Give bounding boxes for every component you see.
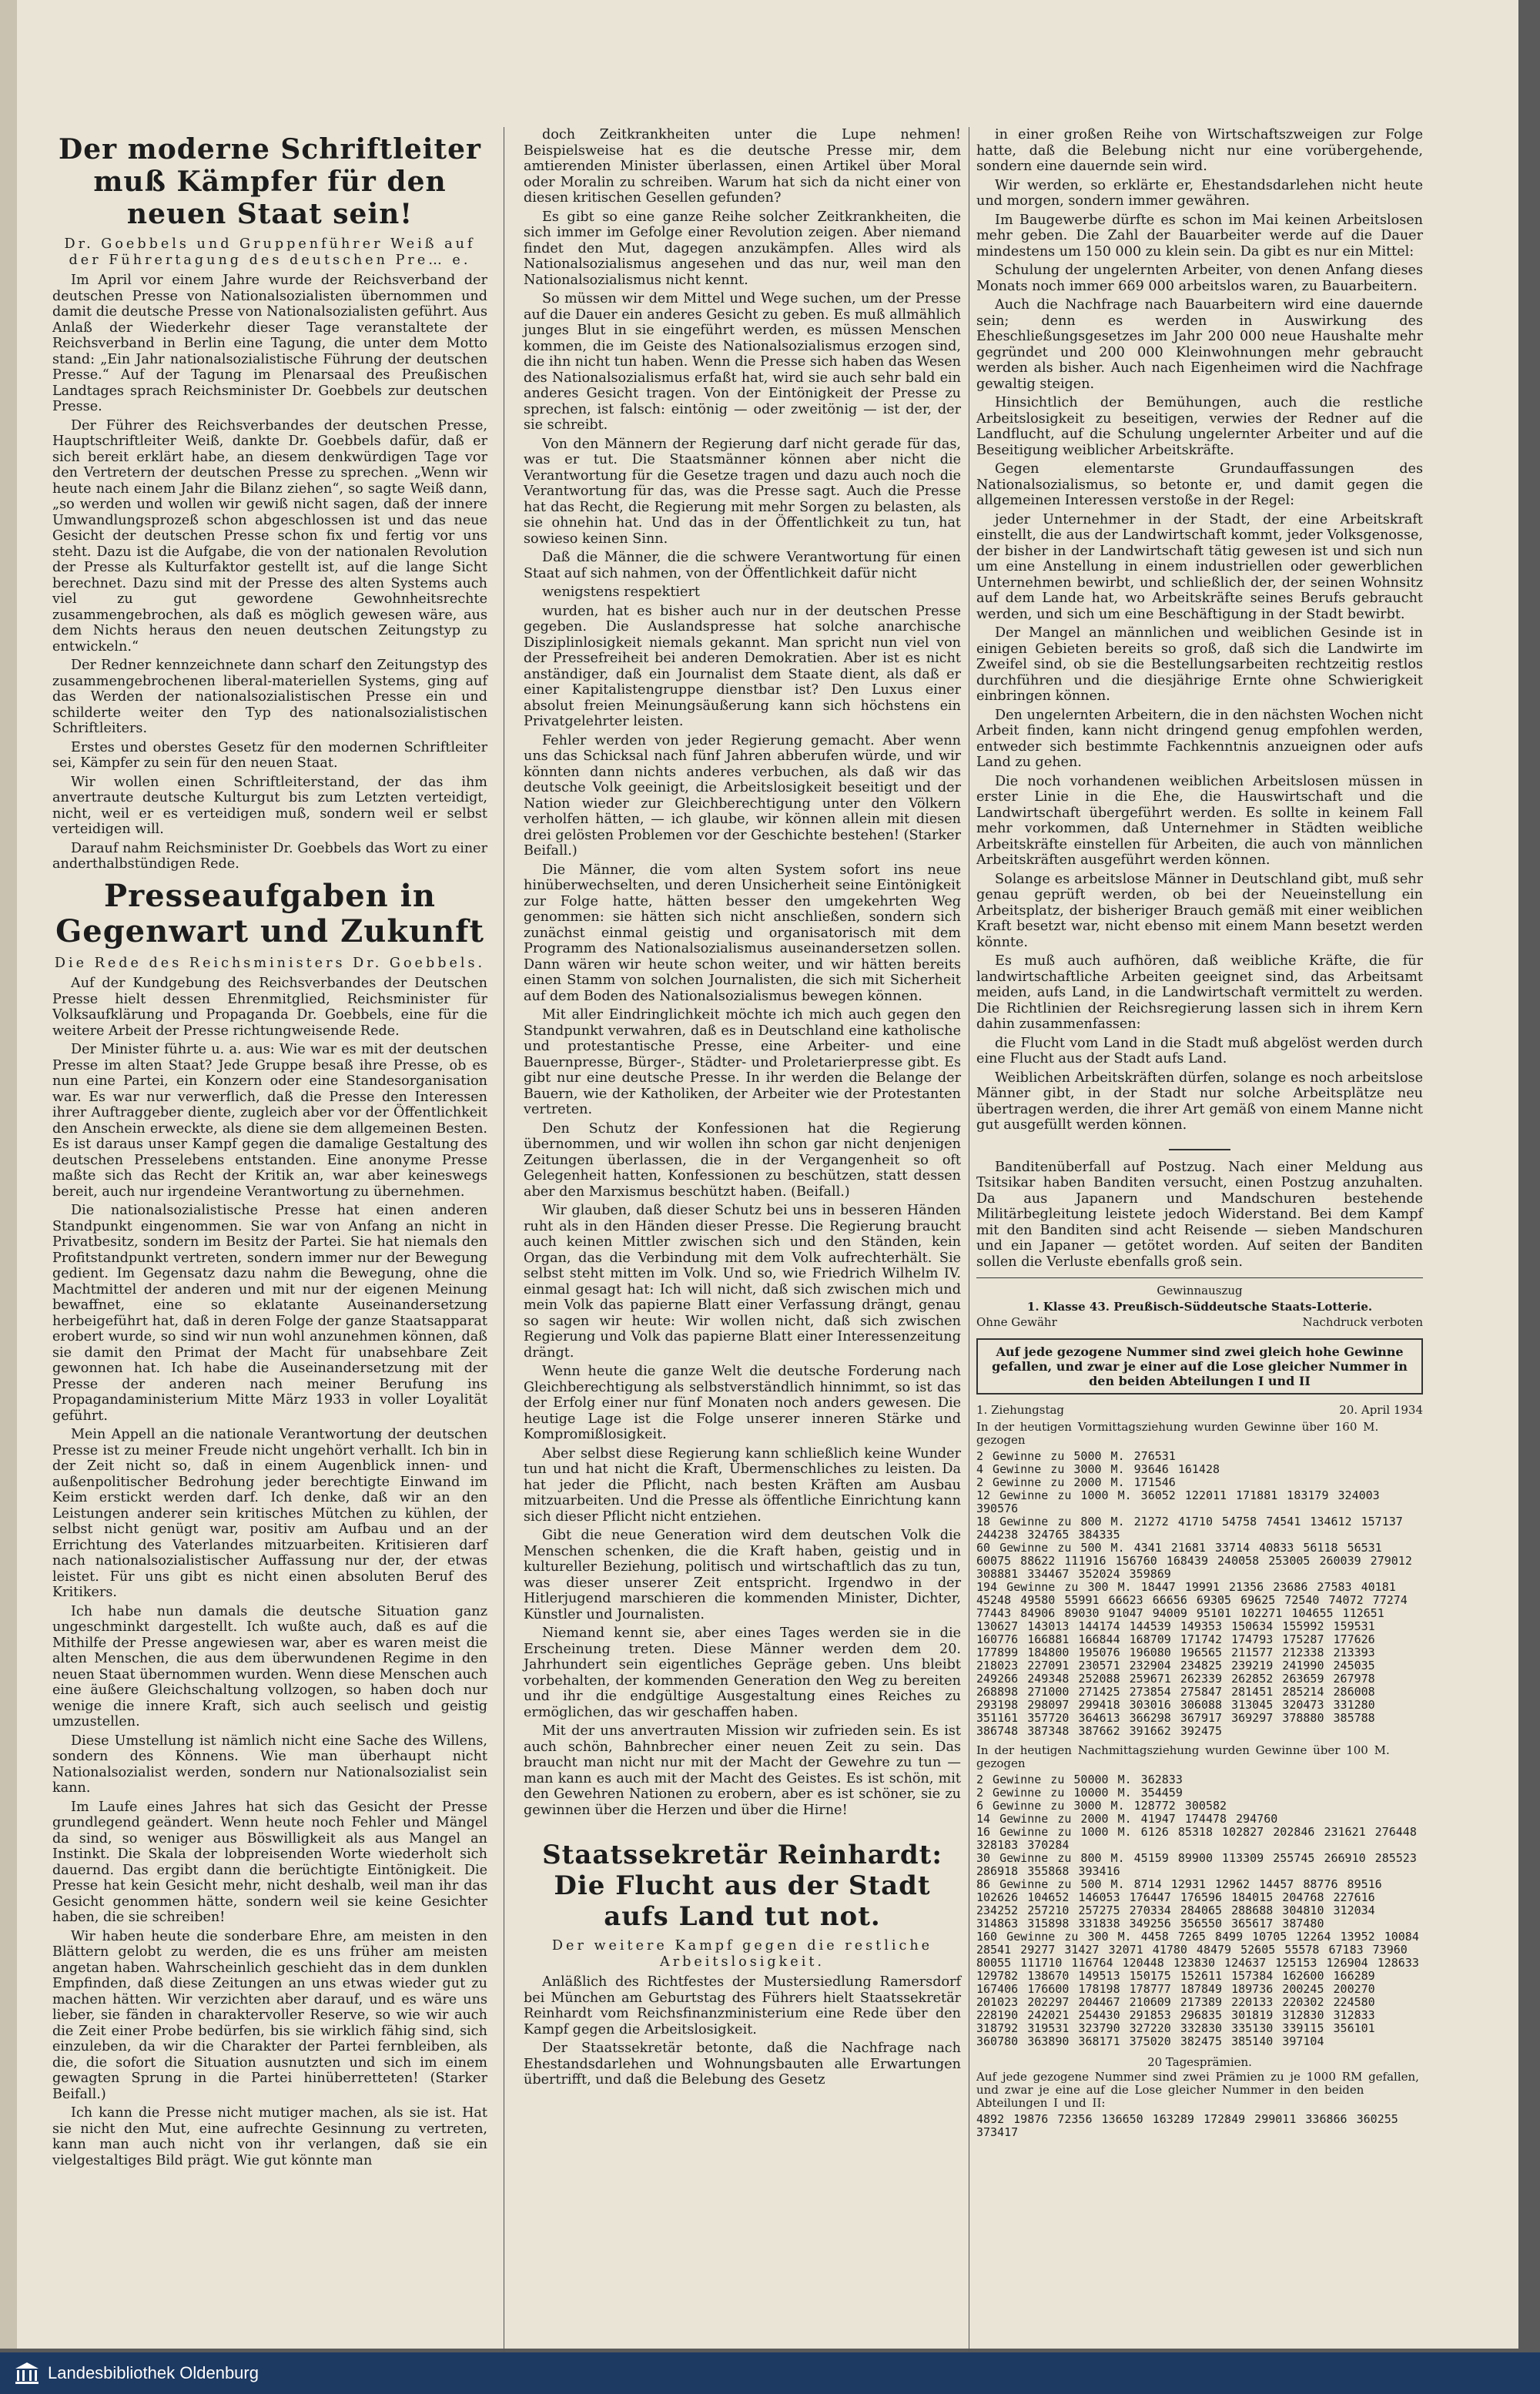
paragraph: Auch die Nachfrage nach Bauarbeitern wird eine dauernde sein; denn es werden in Auswirkung des Eheschließungsgesetzes im Jahr 200 000 neue Haushalte mehr gegründet und 200 000 Kleinwohnungen mehr gebraucht werden als bisher. Auch nach Eigenheimen wird die Nachfrage gewaltig steigen. [976,297,1423,392]
article-headline: Presseaufgaben in Gegenwart und Zukunft [55,877,484,949]
paragraph: Weiblichen Arbeitskräften dürfen, solange es noch arbeitslose Männer gibt, in der Stadt nur solche Arbeitsplätze neu übertragen werden, die ihrer Art gemäß von einem Manne nicht gut ausgefüllt werden können. [976,1070,1423,1133]
article-subheadline: Der weitere Kampf gegen die restliche Arbeitslosigkeit. [551,1938,933,1970]
lottery-line: 86 Gewinne zu 500 M. 8714 12931 12962 14457 88776 89516 102626 104652 146053 176447 176596 184015 204768 227616 234252 257210 257275 270334 284065 288688 304810 312034 314863 315898 331838 349256 356550 365617 387480 [976,1877,1382,1930]
paragraph: Der Führer des Reichsverbandes der deutschen Presse, Hauptschriftleiter Weiß, dankte Dr. Goebbels dafür, daß er sich bereit erklärt habe, an diesem denkwürdigen Tage vor den Vertretern der deutschen Presse zu sprechen. „Wenn wir heute nach einem Jahr die Bilanz ziehen“, so sagte Weiß dann, „so werden und wollen wir gewiß nicht sagen, daß der innere Umwandlungsprozeß schon abgeschlossen ist und das neue Gesicht der deutschen Presse schon fix und fertig vor uns steht. Dazu ist die Aufgabe, die von der nationalen Revolution der Presse als Kulturfaktor gestellt ist, auf die lange Sicht berechnet. Dazu sind mit der Presse des alten Systems auch viel zu gut gewordene Gewohnheitsrechte zusammengebrochen, als daß es möglich gewesen wäre, aus dem Nichts heraus den neuen deutschen Zeitungstyp zu entwickeln.“ [52,417,487,655]
paragraph: in einer großen Reihe von Wirtschaftszweigen zur Folge hatte, daß die Belebung nicht nur eine vorübergehende, sondern eine dauernde sein wird. [976,127,1423,174]
paragraph: Wir werden, so erklärte er, Ehestandsdarlehen nicht heute und morgen, sondern immer gewähren. [976,177,1423,209]
paragraph: Die noch vorhandenen weiblichen Arbeitslosen müssen in erster Linie in die Ehe, die Hauswirtschaft und die Landwirtschaft übergeführt werden. Es sollte in keinem Fall mehr vorkommen, daß Unternehmer in Städten weibliche Arbeitskräfte einstellen für Arbeiten, die auch von männlichen Arbeitskräften ausgeführt werden können. [976,773,1423,868]
lottery-line: 160 Gewinne zu 300 M. 4458 7265 8499 10705 12264 13952 10084 28541 29277 31427 32071 41780 48479 52605 55578 67183 73960 80055 111710 116764 120448 123830 124637 125153 126904 128633 129782 138670 149513 150175 152611 157384 162600 166289 167406 176600 178198 178777 187849 189736 200245 200270 201023 202297 204467 210609 217389 220133 220302 224580 228190 242021 254430 291853 296835 301819 312830 312833 318792 319531 323790 327220 332830 335130 339115 356101 360780 363890 368171 375020 382475 385140 397104 [976,1930,1419,2048]
paragraph: Von den Männern der Regierung darf nicht gerade für das, was er tut. Die Staatsmänner können aber nicht die Verantwortung für die Gesetze tragen und dazu auch noch die Verantwortung für das, was die Presse sagt. Auch die Presse hat das Recht, die Regierung mit mehr Sorgen zu belasten, als sie ohnehin hat. Und das in der Öffentlichkeit zu tun, hat sowieso keinen Sinn. [524,436,961,547]
lottery-line: 2 Gewinne zu 2000 M. 171546 [976,1475,1176,1489]
library-building-icon [14,2361,40,2386]
lottery-line: 12 Gewinne zu 1000 M. 36052 122011 171881 183179 324003 390576 [976,1488,1380,1515]
lottery-line: 4 Gewinne zu 3000 M. 93646 161428 [976,1462,1220,1476]
lottery-line: 18 Gewinne zu 800 M. 21272 41710 54758 74541 134612 157137 244238 324765 384335 [976,1515,1403,1542]
article-body [976,127,1423,1133]
lottery-date: 20. April 1934 [1339,1402,1423,1417]
paragraph: Mit der uns anvertrauten Mission wir zufrieden sein. Es ist auch schön, Bahnbrecher einer neuen Zeit zu sein. Das braucht man nicht nur mit der Macht der Gewehre zu tun — man kann es auch mit der Macht des Geistes. Es ist schön, mit den Gewehren Nationen zu erobern, aber es ist schöner, sie zu gewinnen über die Herzen und über die Hirne! [524,1723,961,1818]
lottery-afternoon-heading: In der heutigen Nachmittagsziehung wurden Gewinne über 100 M. gezogen [976,1743,1390,1770]
lottery-line: 60 Gewinne zu 500 M. 4341 21681 33714 40833 56118 56531 60075 88622 111916 156760 168439 240058 253005 260039 279012 308881 334467 352024 359869 [976,1541,1412,1581]
paragraph: Hinsichtlich der Bemühungen, auch die restliche Arbeitslosigkeit zu beseitigen, verwies der Redner auf die Landflucht, auf die Schulung ungelernter Arbeiter und auf die Beseitigung weiblicher Arbeitskräfte. [976,395,1423,458]
paragraph: Der Staatssekretär betonte, daß die Nachfrage nach Ehestandsdarlehen und Wohnungsbauten alle Erwartungen übertrifft, und daß die Belebung des Gesetz [524,2041,961,2088]
lottery-line: 14 Gewinne zu 2000 M. 41947 174478 294760 [976,1812,1278,1826]
paragraph: Gegen elementarste Grundauffassungen des Nationalsozialismus, so betonte er, und damit gegen die allgemeinen Interessen verstoße in der Regel: [976,461,1423,508]
section-separator [1169,1149,1230,1150]
paragraph: Ich kann die Presse nicht mutiger machen, als sie ist. Hat sie nicht den Mut, eine aufrechte Gesinnung zu vertreten, kann man auch nicht von ihr verlangen, daß sie ein vielgestaltiges Bild prägt. Wie gut könnte man [52,2105,487,2168]
paragraph: Erstes und oberstes Gesetz für den modernen Schriftleiter sei, Kämpfer zu sein für den neuen Staat. [52,739,487,771]
paragraph: Ich habe nun damals die deutsche Situation ganz ungeschminkt dargestellt. Ich wußte auch, daß es auf die Mithilfe der Presse angewiesen war, aber es waren meist die alten Menschen, die aus dem überwundenen Regime in den neuen Staat übernommen wurden. Wenn diese Menschen auch eine äußere Gleichschaltung vollzogen, so haben doch nur wenige die innere Kraft, sich auch seelisch und geistig umzustellen. [52,1603,487,1729]
paragraph: Mit aller Eindringlichkeit möchte ich mich auch gegen den Standpunkt verwahren, daß es in Deutschland eine katholische und protestantische Presse, eine Arbeiter- und eine Bauernpresse, Bürger-, Städter- und Proletarierpresse gibt. Es gibt nur eine deutsche Presse. In ihr werden die Belange der Bauern, wie der Katholiken, der Arbeiter wie der Protestanten vertreten. [524,1007,961,1117]
paragraph: Wenn heute die ganze Welt die deutsche Forderung nach Gleichberechtigung als selbstverständlich hinnimmt, so ist das der Erfolg einer nur fünf Monaten noch anders gewesen. Die heutige Lage ist die Folge unserer inneren Stärke und Kompromißlosigkeit. [524,1364,961,1442]
paragraph: Diese Umstellung ist nämlich nicht eine Sache des Willens, sondern des Könnens. Wie man überhaupt nicht Nationalsozialist werden, sondern nur Nationalsozialist sein kann. [52,1733,487,1796]
lottery-line: 2 Gewinne zu 10000 M. 354459 [976,1786,1183,1800]
paragraph: Darauf nahm Reichsminister Dr. Goebbels das Wort zu einer anderthalbstündigen Rede. [52,840,487,872]
page-edge [0,0,17,2349]
article-body [52,976,487,2168]
paragraph: wurden, hat es bisher auch nur in der deutschen Presse gegeben. Die Auslandspresse hat solche anarchische Disziplinlosigkeit niemals gekannt. Man spricht nun viel von der Pressefreiheit bei anderen Demokratien. Aber ist es nicht anständiger, daß ein Journalist dem Staate dient, als daß er einer Kapitalistengruppe dienstbar ist? Den Luxus einer absolut freien Meinungsäußerung kann sich höchstens ein Privatgelehrter leisten. [524,603,961,729]
article-body [52,273,487,872]
paragraph: Wir haben heute die sonderbare Ehre, am meisten in den Blättern gelobt zu werden, die es uns früher am meisten angetan haben. Wahrscheinlich geschieht das in dem dunklen Empfinden, daß diese Zeitungen an uns etwas wieder gut zu machen hätten. Wir verzichten aber darauf, und es wäre uns lieber, sie fänden in charaktervoller Reserve, so wie wir auch die Zeit einer Probe bedürfen, bis sie wirklich fähig sind, sich einzuleben, da wir die Charakter der Partei fernbleiben, als die, die sofort die Situation ausnutzten und sich im einem gewagten Sprung in die Partei hinüberretteten! (Starker Beifall.) [52,1928,487,2102]
lottery-notice-box: Auf jede gezogene Nummer sind zwei gleich hohe Gewinne gefallen, und zwar je einer auf die Lose gleicher Nummer in den beiden Abteilungen I und II [976,1338,1423,1395]
lottery-line: 6 Gewinne zu 3000 M. 128772 300582 [976,1799,1227,1813]
paragraph: Solange es arbeitslose Männer in Deutschland gibt, muß sehr genau geprüft werden, ob bei der Neueinstellung ein Arbeitsplatz, der bisheriger Brauch gemäß mit einer weiblichen Kraft besetzt war, nicht ebenso mit einem Mann besetzt werden könnte. [976,871,1423,950]
paragraph: Es gibt so eine ganze Reihe solcher Zeitkrankheiten, die sich immer im Gefolge einer Revolution zeigen. Aber niemand findet den Mut, dagegen anzukämpfen. Alles wird als Nationalsozialismus angesehen und das nur, weil man den Nationalsozialismus nicht kennt. [524,209,961,288]
paragraph: Im Baugewerbe dürfte es schon im Mai keinen Arbeitslosen mehr geben. Die Zahl der Bauarbeiter werde auf die Dauer mindestens um 150 000 zu klein sein. Da gibt es nur ein Mittel: [976,212,1423,259]
paragraph: doch Zeitkrankheiten unter die Lupe nehmen! Beispielsweise hat es die deutsche Presse mir, dem amtierenden Minister überlassen, einen Artikel über Moral oder Moralin zu schreiben. Warum hat sich da nicht einer von diesen kritischen Gesellen gefunden? [524,127,961,206]
article-headline: Staatssekretär Reinhardt: Die Flucht aus der Stadt aufs Land tut not. [542,1840,942,1932]
lottery-note-right: Nachdruck verboten [1302,1315,1423,1329]
lottery-bonus-text: Auf jede gezogene Nummer sind zwei Prämien zu je 1000 RM gefallen, und zwar je eine auf die Lose gleicher Nummer in den beiden Abteilungen I und II: [976,2069,1419,2110]
paragraph: Gibt die neue Generation wird dem deutschen Volk die Menschen schenken, die die Kraft haben, geistig und in kultureller Beziehung, politisch und wirtschaftlich das zu tun, was dieser unserer Zeit entspricht. Irgendwo in der Hitlerjugend marschieren die kommenden Minister, Dichter, Künstler und Journalisten. [524,1528,961,1622]
paragraph: Der Minister führte u. a. aus: Wie war es mit der deutschen Presse im alten Staat? Jede Gruppe besaß ihre Presse, ob es nun eine Partei, ein Konzern oder eine Standesorganisation war. Es war nur verwerflich, daß die Presse den Interessen ihrer Auftraggeber diente, zugleich aber vor der Öffentlichkeit den Anschein erweckte, als diene sie dem allgemeinen Besten. Es ist daraus unser Kampf gegen die damalige Gestaltung des deutschen Presselebens entstanden. Eine anonyme Presse maßte sich das Recht der Kritik an, war aber keineswegs bereit, auch nur irgendeine Verantwortung zu übernehmen. [52,1042,487,1200]
paragraph: wenigstens respektiert [542,584,700,600]
paragraph: Auf der Kundgebung des Reichsverbandes der Deutschen Presse hielt dessen Ehrenmitglied, Reichsminister für Volksaufklärung und Propaganda Dr. Goebbels, eine für die weitere Arbeit der Presse richtungweisende Rede. [52,976,487,1039]
paragraph: Wir glauben, daß dieser Schutz bei uns in besseren Händen ruht als in den Händen dieser Presse. Die Regierung braucht auch keinen Mittler zwischen sich und den Ständen, kein Organ, das die Verbindung mit dem Volk aufrechterhält. Sie selbst steht mitten im Volk. Und so, wie Friedrich Wilhelm IV. einmal gesagt hat: Ich will nicht, daß sich zwischen mich und mein Volk das papierne Blatt einer Verfassung drängt, genau so sagen wir heute: Wir wollen nicht, daß sich zwischen Regierung und Volk das papierne Blatt einer Interessenzeitung drängt. [524,1203,961,1361]
paragraph: Die nationalsozialistische Presse hat einen anderen Standpunkt eingenommen. Sie war von Anfang an nicht in Privatbesitz, sondern im Besitz der Partei. Sie hat niemals den Profitstandpunkt vertreten, sondern immer nur der Bewegung gedient. Im Gegensatz dazu nahm die Bewegung, ohne die Machtmittel der anderen und mit nur der eigenen Meinung bewaffnet, eine so eklatante Auseinandersetzung herbeigeführt hat, daß in deren Folge der ganze Staatsapparat erobert wurde, so sind wir nun wohl anzunehmen können, daß sie damit den Primat der Macht für unabsehbare Zeit gewonnen hat. Ich habe die Auseinandersetzung mit der Presse der anderen nach meiner Berufung ins Propagandaministerium Mitte März 1933 in voller Loyalität geführt. [52,1203,487,1424]
paragraph: Wir wollen einen Schriftleiterstand, der das ihm anvertraute deutsche Kulturgut bis zum Letzten verteidigt, nicht, weil er es verteidigen muß, sondern weil er selbst verteidigen will. [52,774,487,837]
paragraph: Niemand kennt sie, aber eines Tages werden sie in die Erscheinung treten. Diese Männer werden dem 20. Jahrhundert sein eigentliches Gepräge geben. Uns bleibt vorbehalten, der kommenden Generation den Weg zu bereiten und ihr die endgültige Ausgestaltung eines Reiches zu ermöglichen, das wir geschaffen haben. [524,1626,961,1720]
article-subheadline: Die Rede des Reichsministers Dr. Goebbels. [54,955,486,971]
paragraph: Der Redner kennzeichnete dann scharf den Zeitungstyp des zusammengebrochenen liberal-materiellen Systems, ging auf das Werden der nationalsozialistischen Presse ein und schilderte weiter den Typ des nationalsozialistischen Schriftleiters. [52,658,487,736]
column-2 [524,127,961,2091]
lottery-day: 1. Ziehungstag [976,1402,1065,1417]
lottery-note-left: Ohne Gewähr [976,1315,1057,1329]
paragraph: Die Männer, die vom alten System sofort ins neue hinüberwechselten, und deren Unsicherheit seine Eintönigkeit zur Folge hatte, hätten besser den umgekehrten Weg genommen: sie hätten sich nicht anschließen, sondern sich zunächst einmal geistig und organisatorisch mit dem Programm des Nationalsozialismus auseinandersetzen sollen. Dann wären wir heute schon weiter, und wir hätten bereits einen Stamm von solchen Journalisten, die sich mit Sicherheit auf dem Boden des Nationalsozialismus bewegen können. [524,862,961,1004]
divider [976,1277,1423,1278]
paragraph: Aber selbst diese Regierung kann schließlich keine Wunder tun und hat nicht die Kraft, Übermenschliches zu leisten. Da hat jeder die Pflicht, nach besten Kräften am Ausbau mitzuarbeiten. Und die Presse als öffentliche Einrichtung kann sich dieser Pflicht nicht entziehen. [524,1445,961,1525]
lottery-line: 2 Gewinne zu 50000 M. 362833 [976,1773,1183,1786]
paragraph: jeder Unternehmer in der Stadt, der eine Arbeitskraft einstellt, die aus der Landwirtschaft kommt, jeder Volksgenosse, der bisher in der Landwirtschaft tätig gewesen ist und sich nun um eine Anstellung in einem industriellen oder gewerblichen Unternehmen bewirbt, und schließlich der, der seinen Wohnsitz auf dem Lande hat, wo Arbeitskräfte seines Berufs gebraucht werden, und sich um eine Beschäftigung in der Stadt bewirbt. [976,511,1423,622]
paragraph: Mein Appell an die nationale Verantwortung der deutschen Presse ist zu meiner Freude nicht ungehört verhallt. Ich bin in der Zeit nicht so, daß in einem Augenblick innen- und außenpolitischer Bedrohung jeder berechtigte Einwand im Keim erstickt werden darf. Ich denke, daß wir an den Leistungen anderer sein kritisches Mütchen zu kühlen, der selbst nicht genügt war, positiv am Aufbau und an der Errichtung des Vaterlandes mitzuarbeiten. Kritisieren darf nach nationalsozialistischer Auffassung nur der, der etwas leistet. Für uns gibt es nicht einen absoluten Beruf des Kritikers. [52,1427,487,1600]
paragraph: Den ungelernten Arbeitern, die in den nächsten Wochen nicht Arbeit finden, kann nicht dringend genug empfohlen werden, entweder sich bestimmte Fachkenntnis anzueignen oder aufs Land zu gehen. [976,707,1423,770]
article-byline: Dr. Goebbels und Gruppenführer Weiß auf der Führertagung des deutschen Pre… e. [64,236,476,268]
lottery-title: Gewinnauszug [1157,1284,1243,1297]
paragraph: Es muß auch aufhören, daß weibliche Kräfte, die für landwirtschaftliche Arbeiten geeignet sind, das Arbeitsamt meiden, aufs Land, in die Landwirtschaft vermittelt zu werden. Die Richtlinien der Reichsregierung lassen sich in ihrem Kern dahin zusammenfassen: [976,953,1423,1032]
article-body [524,1974,961,2088]
lottery-bonus-heading: 20 Tagesprämien. [1147,2055,1252,2069]
paragraph: Schulung der ungelernten Arbeiter, von denen Anfang dieses Monats noch immer 669 000 arbeitslos waren, zu Bauarbeitern. [976,263,1423,294]
paragraph: Anläßlich des Richtfestes der Mustersiedlung Ramersdorf bei München am Geburtstag des Führers hielt Staatssekretär Reinhardt vom Reichsfinanzministerium eine Rede über den Kampf gegen die Arbeitslosigkeit. [524,1974,961,2037]
paragraph: Fehler werden von jeder Regierung gemacht. Aber wenn uns das Schicksal nach fünf Jahren abberufen würde, und wir könnten dann nichts anderes verbuchen, als daß wir das deutsche Volk geeinigt, die Arbeitslosigkeit beseitigt und der Nation wieder zur Gleichberechtigung unter den Völkern verholfen hätten, — ich glaube, wir können allein mit diesen drei gelösten Problemen vor der Geschichte bestehen! (Starker Beifall.) [524,732,961,859]
lottery-morning-heading: In der heutigen Vormittagsziehung wurden Gewinne über 160 M. gezogen [976,1420,1379,1447]
news-item: Banditenüberfall auf Postzug. Nach einer Meldung aus Tsitsikar haben Banditen versucht, einen Postzug anzuhalten. Da aus Japanern und Mandschuren bestehende Militärbegleitung leistete jedoch Widerstand. Bei dem Kampf mit den Banditen sind acht Reisende — sieben Mandschuren und ein Japaner — getötet worden. Auf seiten der Banditen sollen die Verluste ebenfalls groß sein. [976,1159,1423,1270]
column-1 [52,127,487,2171]
lottery-morning-list [976,1450,1423,1738]
paragraph: Im Laufe eines Jahres hat sich das Gesicht der Presse grundlegend geändert. Wenn heute noch Fehler und Mängel da sind, so weniger aus Böswilligkeit als aus Mangel an Instinkt. Die Skala der lobpreisenden Worte wiederholt sich dauernd. Das ergibt dann die berüchtigte Eintönigkeit. Die Presse hat kein Gesicht mehr, nicht deshalb, weil man ihr das Gesicht genommen hätte, sondern weil sie keine Gesichter haben, die sie schreiben! [52,1799,487,1925]
article-body [524,127,961,1818]
paragraph: Den Schutz der Konfessionen hat die Regierung übernommen, und wir wollen ihn schon gar nicht denjenigen Zeitungen überlassen, die in der Vergangenheit so oft Gelegenheit hatten, Konfessionen zu beschützen, statt dessen aber den Marxismus beschützt haben. (Beifall.) [524,1120,961,1200]
lottery-bonus-numbers: 4892 19876 72356 136650 163289 172849 299011 336866 360255 373417 [976,2111,1398,2139]
article-headline: Der moderne Schriftleiter muß Kämpfer für den neuen Staat sein! [59,133,481,230]
lottery-line: 16 Gewinne zu 1000 M. 6126 85318 102827 202846 231621 276448 328183 370284 [976,1825,1417,1852]
paragraph: Daß die Männer, die die schwere Verantwortung für einen Staat auf sich nahmen, von der Öffentlichkeit dafür nicht [524,550,961,581]
library-footer-bar [0,2352,1540,2394]
lottery-line: 2 Gewinne zu 5000 M. 276531 [976,1449,1176,1463]
paragraph: So müssen wir dem Mittel und Wege suchen, um der Presse auf die Dauer ein anderes Gesicht zu geben. Es muß allmählich junges Blut in sie eingeführt werden, es müssen Menschen kommen, die im Geiste des Nationalsozialismus erzogen sind, die ihn nicht tun haben. Wenn die Presse sich haben das Wesen des Nationalsozialismus erfaßt hat, wird sie auch sehr bald ein anderes Gesicht tragen. Von der Eintönigkeit der Presse zu sprechen, ist falsch: eintönig — oder zweitönig — ist der, der sie schreibt. [524,291,961,433]
paragraph: Der Mangel an männlichen und weiblichen Gesinde ist in einigen Gebieten bereits so groß, daß sich die Landwirte im Zweifel sind, ob sie die Bestellungsarbeiten rechtzeitig restlos durchführen und die diesjährige Ernte ohne Schwierigkeit einbringen können. [976,625,1423,704]
lottery-line: 30 Gewinne zu 800 M. 45159 89900 113309 255745 266910 285523 286918 355868 393416 [976,1851,1417,1878]
paragraph: die Flucht vom Land in die Stadt muß abgelöst werden durch eine Flucht aus der Stadt aufs Land. [976,1035,1423,1066]
lottery-afternoon-list [976,1773,1423,2048]
library-name: Landesbibliothek Oldenburg [48,2363,259,2382]
lottery-subtitle: 1. Klasse 43. Preußisch-Süddeutsche Staats-Lotterie. [1026,1299,1373,1314]
paragraph: Im April vor einem Jahre wurde der Reichsverband der deutschen Presse von Nationalsozialisten übernommen und damit die deutsche Presse von Nationalsozialisten geführt. Aus Anlaß der Wiederkehr dieser Tage veranstaltete der Reichsverband in Berlin eine Tagung, die unter dem Motto stand: „Ein Jahr nationalsozialistische Führung der deutschen Presse.“ Auf der Tagung im Plenarsaal des Preußischen Landtages sprach Reichsminister Dr. Goebbels zur deutschen Presse. [52,273,487,414]
column-3 [976,127,1423,2139]
lottery-line: 194 Gewinne zu 300 M. 18447 19991 21356 23686 27583 40181 45248 49580 55991 66623 66656 69305 69625 72540 74072 77274 77443 84906 89030 91047 94009 95101 102271 104655 112651 130627 143013 144174 144539 149353 150634 155992 159531 160776 166881 166844 168709 171742 174793 175287 177626 177899 184800 195076 196080 196565 211577 212338 213393 218023 227091 230571 232904 234825 239219 241990 245035 249266 249348 252088 259671 262339 262852 263659 267978 268898 271000 271425 273854 275847 281451 285214 286008 293198 298097 299418 303016 306088 313045 320473 331280 351161 357720 364613 366298 367917 369297 378880 385788 386748 387348 387662 391662 392475 [976,1580,1408,1738]
